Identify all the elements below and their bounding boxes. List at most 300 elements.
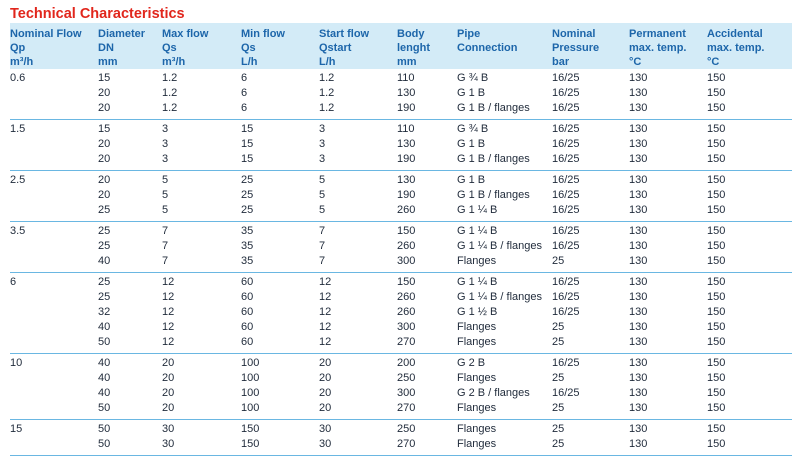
table-cell: 25 (552, 255, 565, 267)
table-cell: 5 (319, 189, 326, 201)
table-cell: Flanges (457, 255, 497, 267)
table-cell: 130 (629, 123, 648, 135)
table-column (629, 173, 707, 218)
table-cell: 30 (162, 423, 175, 435)
table-cell: G 1 ¼ B (457, 225, 498, 237)
table-cell: 3 (162, 153, 169, 165)
table-column (162, 356, 241, 416)
table-column (162, 224, 241, 269)
table-cell: 1.2 (319, 102, 335, 114)
table-cell: 50 (98, 423, 111, 435)
table-cell: 130 (629, 255, 648, 267)
table-column (98, 356, 162, 416)
table-cell: 150 (707, 321, 726, 333)
table-cell: 150 (707, 174, 726, 186)
table-cell: 150 (707, 138, 726, 150)
header-line: Max flow (162, 28, 209, 40)
table-column (241, 173, 319, 218)
table-cell: 25 (552, 321, 565, 333)
table-cell: Flanges (457, 336, 497, 348)
table-column (241, 224, 319, 269)
table-cell: 6 (241, 102, 248, 114)
table-cell: 12 (319, 321, 332, 333)
table-cell: 60 (241, 306, 254, 318)
table-cell: 20 (98, 87, 111, 99)
nominal-flow-value: 6 (10, 276, 17, 288)
table-cell: G 1 B / flanges (457, 153, 530, 165)
table-cell: 12 (162, 276, 175, 288)
table-row-group (10, 354, 792, 420)
table-row-group (10, 273, 792, 354)
table-cell: 16/25 (552, 240, 580, 252)
table-cell: 35 (241, 240, 254, 252)
header-line: Qs (241, 42, 256, 54)
table-cell: 150 (707, 336, 726, 348)
table-column (397, 122, 457, 167)
table-cell: 130 (629, 189, 648, 201)
table-cell: 130 (629, 438, 648, 450)
table-column (629, 224, 707, 269)
table-cell: 12 (162, 321, 175, 333)
table-cell: 20 (98, 189, 111, 201)
table-cell: 25 (241, 204, 254, 216)
header-line: Nominal (552, 28, 596, 40)
table-cell: 150 (707, 189, 726, 201)
table-title: Technical Characteristics (10, 6, 185, 22)
table-column (552, 122, 629, 167)
header-line: °C (707, 56, 720, 68)
table-cell: 30 (319, 423, 332, 435)
nominal-flow-value: 0.6 (10, 72, 26, 84)
table-cell: 16/25 (552, 291, 580, 303)
table-cell: 150 (397, 276, 416, 288)
table-cell: 150 (241, 423, 260, 435)
table-cell: Flanges (457, 423, 497, 435)
table-cell: 16/25 (552, 87, 580, 99)
table-cell: 300 (397, 387, 416, 399)
table-cell: 150 (707, 123, 726, 135)
table-cell: 12 (162, 291, 175, 303)
table-cell: 20 (319, 402, 332, 414)
table-column (319, 173, 397, 218)
table-column (707, 356, 792, 416)
table-cell: 15 (241, 123, 254, 135)
table-cell: 130 (629, 336, 648, 348)
table-cell: 270 (397, 438, 416, 450)
table-cell: G 2 B (457, 357, 486, 369)
header-line: Start flow (319, 28, 370, 40)
header-line: Diameter (98, 28, 146, 40)
table-column (552, 275, 629, 350)
table-column (397, 173, 457, 218)
table-cell: 60 (241, 336, 254, 348)
table-cell: 150 (707, 240, 726, 252)
table-cell: 40 (98, 255, 111, 267)
header-line: max. temp. (629, 42, 687, 54)
table-cell: 16/25 (552, 387, 580, 399)
table-cell: 300 (397, 321, 416, 333)
table-cell: 25 (552, 372, 565, 384)
nominal-flow-value: 2.5 (10, 174, 26, 186)
header-cell (629, 23, 707, 69)
table-cell: 16/25 (552, 189, 580, 201)
table-cell: 5 (162, 174, 169, 186)
table-cell: 130 (629, 321, 648, 333)
characteristics-table (10, 23, 792, 456)
table-cell: 150 (707, 72, 726, 84)
table-cell: 1.2 (319, 87, 335, 99)
table-cell: 7 (162, 255, 169, 267)
table-cell: 3 (319, 123, 326, 135)
table-row-group (10, 420, 792, 456)
table-cell: Flanges (457, 321, 497, 333)
header-line: bar (552, 56, 570, 68)
nominal-flow-value: 3.5 (10, 225, 26, 237)
header-line: Qs (162, 42, 177, 54)
table-column (457, 356, 552, 416)
header-line: Nominal Flow (10, 28, 82, 40)
table-cell: 12 (319, 276, 332, 288)
table-column (629, 356, 707, 416)
table-column (707, 71, 792, 116)
header-cell (319, 23, 397, 69)
table-column (457, 422, 552, 452)
table-cell: 190 (397, 102, 416, 114)
table-column (241, 122, 319, 167)
table-cell: 260 (397, 306, 416, 318)
table-cell: 150 (707, 402, 726, 414)
header-line: L/h (241, 56, 258, 68)
table-cell: 130 (629, 240, 648, 252)
table-cell: 15 (241, 138, 254, 150)
table-cell: 20 (319, 357, 332, 369)
table-column (457, 275, 552, 350)
table-cell: Flanges (457, 402, 497, 414)
table-cell: 35 (241, 255, 254, 267)
table-cell: 5 (319, 204, 326, 216)
table-column (319, 356, 397, 416)
table-cell: 110 (397, 72, 415, 84)
table-column (629, 275, 707, 350)
header-line: max. temp. (707, 42, 765, 54)
table-column (397, 275, 457, 350)
table-cell: G 1 B (457, 138, 486, 150)
nominal-flow-column (10, 224, 98, 269)
header-line: Accidental (707, 28, 763, 40)
table-cell: 130 (629, 225, 648, 237)
nominal-flow-value: 1.5 (10, 123, 26, 135)
header-line: L/h (319, 56, 336, 68)
table-cell: 190 (397, 153, 416, 165)
table-cell: 16/25 (552, 153, 580, 165)
table-cell: 16/25 (552, 123, 580, 135)
header-cell (457, 23, 552, 69)
table-cell: 100 (241, 372, 260, 384)
table-cell: 3 (162, 138, 169, 150)
table-cell: Flanges (457, 372, 497, 384)
table-cell: 20 (162, 387, 175, 399)
header-cell (10, 23, 98, 69)
table-cell: 5 (162, 189, 169, 201)
table-cell: 12 (319, 291, 332, 303)
table-cell: G ¾ B (457, 72, 489, 84)
header-line: m³/h (162, 56, 186, 68)
table-cell: 150 (707, 87, 726, 99)
nominal-flow-column (10, 422, 98, 452)
table-cell: G 1 ¼ B (457, 204, 498, 216)
table-cell: 1.2 (162, 102, 178, 114)
table-cell: 150 (707, 102, 726, 114)
table-cell: 130 (629, 87, 648, 99)
table-cell: G 1 ¼ B / flanges (457, 240, 542, 252)
header-line: Body (397, 28, 425, 40)
table-column (552, 71, 629, 116)
table-cell: 200 (397, 357, 416, 369)
table-cell: 16/25 (552, 102, 580, 114)
table-cell: 3 (162, 123, 169, 135)
table-cell: 60 (241, 276, 254, 288)
table-cell: 130 (629, 138, 648, 150)
table-cell: 130 (629, 357, 648, 369)
table-cell: Flanges (457, 438, 497, 450)
table-cell: 40 (98, 372, 111, 384)
table-cell: 20 (319, 372, 332, 384)
header-cell (241, 23, 319, 69)
table-cell: 30 (319, 438, 332, 450)
table-cell: 100 (241, 402, 260, 414)
table-cell: 270 (397, 402, 416, 414)
table-cell: 250 (397, 372, 416, 384)
table-cell: 30 (162, 438, 175, 450)
table-cell: 7 (162, 240, 169, 252)
header-cell (397, 23, 457, 69)
header-line: Pressure (552, 42, 600, 54)
header-line: Min flow (241, 28, 285, 40)
nominal-flow-value: 10 (10, 357, 23, 369)
table-column (319, 122, 397, 167)
table-cell: 150 (707, 357, 726, 369)
header-line: Pipe (457, 28, 481, 40)
table-cell: G 1 ¼ B / flanges (457, 291, 542, 303)
table-cell: 150 (707, 225, 726, 237)
table-cell: 1.2 (319, 72, 335, 84)
table-cell: 12 (319, 306, 332, 318)
table-column (162, 122, 241, 167)
table-cell: 130 (629, 372, 648, 384)
table-cell: 15 (241, 153, 254, 165)
table-column (397, 224, 457, 269)
table-cell: 40 (98, 357, 111, 369)
table-cell: 20 (98, 174, 111, 186)
table-cell: 16/25 (552, 357, 580, 369)
table-cell: 7 (162, 225, 169, 237)
table-column (162, 422, 241, 452)
nominal-flow-column (10, 173, 98, 218)
table-cell: 25 (552, 402, 565, 414)
table-cell: 16/25 (552, 276, 580, 288)
table-cell: 16/25 (552, 225, 580, 237)
table-column (319, 422, 397, 452)
table-header (10, 23, 792, 69)
table-column (457, 224, 552, 269)
table-cell: 130 (629, 174, 648, 186)
table-cell: 16/25 (552, 138, 580, 150)
table-cell: 20 (162, 402, 175, 414)
header-line: Connection (457, 42, 518, 54)
table-cell: 25 (98, 225, 111, 237)
table-cell: 7 (319, 255, 326, 267)
table-column (552, 224, 629, 269)
table-cell: 300 (397, 255, 416, 267)
table-cell: 60 (241, 321, 254, 333)
header-line: m³/h (10, 56, 34, 68)
table-row-group (10, 171, 792, 222)
table-cell: 3 (319, 153, 326, 165)
table-cell: 35 (241, 225, 254, 237)
table-cell: 1.2 (162, 72, 178, 84)
table-cell: 25 (98, 276, 111, 288)
table-cell: 270 (397, 336, 416, 348)
table-column (629, 122, 707, 167)
table-column (319, 224, 397, 269)
table-column (98, 224, 162, 269)
table-cell: 150 (707, 291, 726, 303)
table-column (162, 173, 241, 218)
table-cell: 250 (397, 423, 416, 435)
table-cell: 25 (98, 291, 111, 303)
table-column (98, 122, 162, 167)
table-column (162, 275, 241, 350)
table-cell: 15 (98, 123, 111, 135)
table-column (162, 71, 241, 116)
table-cell: 150 (707, 306, 726, 318)
header-cell (162, 23, 241, 69)
table-cell: 40 (98, 321, 111, 333)
table-cell: 130 (629, 291, 648, 303)
header-line (457, 55, 552, 69)
table-cell: 130 (397, 138, 416, 150)
table-cell: G 1 B / flanges (457, 189, 530, 201)
nominal-flow-value: 15 (10, 423, 23, 435)
header-line: Permanent (629, 28, 686, 40)
table-column (707, 275, 792, 350)
table-cell: 260 (397, 204, 416, 216)
table-cell: 40 (98, 387, 111, 399)
table-cell: G 1 ½ B (457, 306, 498, 318)
table-cell: 25 (552, 423, 565, 435)
table-cell: 190 (397, 189, 416, 201)
table-column (457, 71, 552, 116)
table-cell: 130 (629, 153, 648, 165)
table-column (457, 173, 552, 218)
table-column (319, 71, 397, 116)
table-column (457, 122, 552, 167)
nominal-flow-column (10, 356, 98, 416)
table-cell: 130 (629, 387, 648, 399)
table-cell: 260 (397, 291, 416, 303)
table-column (98, 173, 162, 218)
table-cell: 16/25 (552, 174, 580, 186)
table-cell: 260 (397, 240, 416, 252)
table-cell: 130 (629, 423, 648, 435)
header-cell (552, 23, 629, 69)
table-cell: 60 (241, 291, 254, 303)
table-cell: 16/25 (552, 204, 580, 216)
table-row-group (10, 69, 792, 120)
table-cell: 3 (319, 138, 326, 150)
table-cell: 130 (629, 276, 648, 288)
header-cell (707, 23, 792, 69)
table-cell: 130 (629, 102, 648, 114)
table-column (397, 356, 457, 416)
table-cell: G 1 B (457, 174, 486, 186)
table-cell: 20 (98, 138, 111, 150)
table-cell: 150 (397, 225, 416, 237)
table-row-group (10, 120, 792, 171)
nominal-flow-column (10, 275, 98, 350)
table-cell: 25 (552, 336, 565, 348)
header-cell (98, 23, 162, 69)
table-cell: 150 (707, 255, 726, 267)
table-column (629, 422, 707, 452)
header-line: DN (98, 42, 114, 54)
table-column (552, 173, 629, 218)
table-cell: 20 (98, 102, 111, 114)
table-cell: 7 (319, 225, 326, 237)
table-cell: 130 (397, 174, 416, 186)
table-row-group (10, 222, 792, 273)
table-cell: G ¾ B (457, 123, 489, 135)
table-cell: 12 (162, 306, 175, 318)
table-cell: 20 (98, 153, 111, 165)
table-cell: 25 (552, 438, 565, 450)
table-cell: 25 (98, 204, 111, 216)
table-cell: 15 (98, 72, 111, 84)
table-column (707, 422, 792, 452)
table-column (552, 422, 629, 452)
table-cell: 20 (162, 372, 175, 384)
table-cell: 130 (397, 87, 416, 99)
table-column (98, 71, 162, 116)
table-cell: 20 (319, 387, 332, 399)
table-cell: 150 (707, 372, 726, 384)
table-cell: 20 (162, 357, 175, 369)
table-cell: 150 (707, 276, 726, 288)
table-cell: 16/25 (552, 72, 580, 84)
table-cell: 32 (98, 306, 111, 318)
table-cell: 130 (629, 204, 648, 216)
table-cell: 150 (707, 387, 726, 399)
table-cell: 7 (319, 240, 326, 252)
table-cell: 150 (707, 204, 726, 216)
table-cell: 130 (629, 306, 648, 318)
table-cell: G 1 B / flanges (457, 102, 530, 114)
table-column (241, 422, 319, 452)
table-cell: 5 (162, 204, 169, 216)
table-column (629, 71, 707, 116)
table-cell: 25 (241, 189, 254, 201)
table-cell: 130 (629, 402, 648, 414)
table-cell: 110 (397, 123, 415, 135)
table-cell: 6 (241, 72, 248, 84)
table-column (552, 356, 629, 416)
table-cell: 16/25 (552, 306, 580, 318)
table-column (98, 422, 162, 452)
table-body (10, 69, 792, 456)
table-column (241, 356, 319, 416)
table-cell: 130 (629, 72, 648, 84)
nominal-flow-column (10, 71, 98, 116)
